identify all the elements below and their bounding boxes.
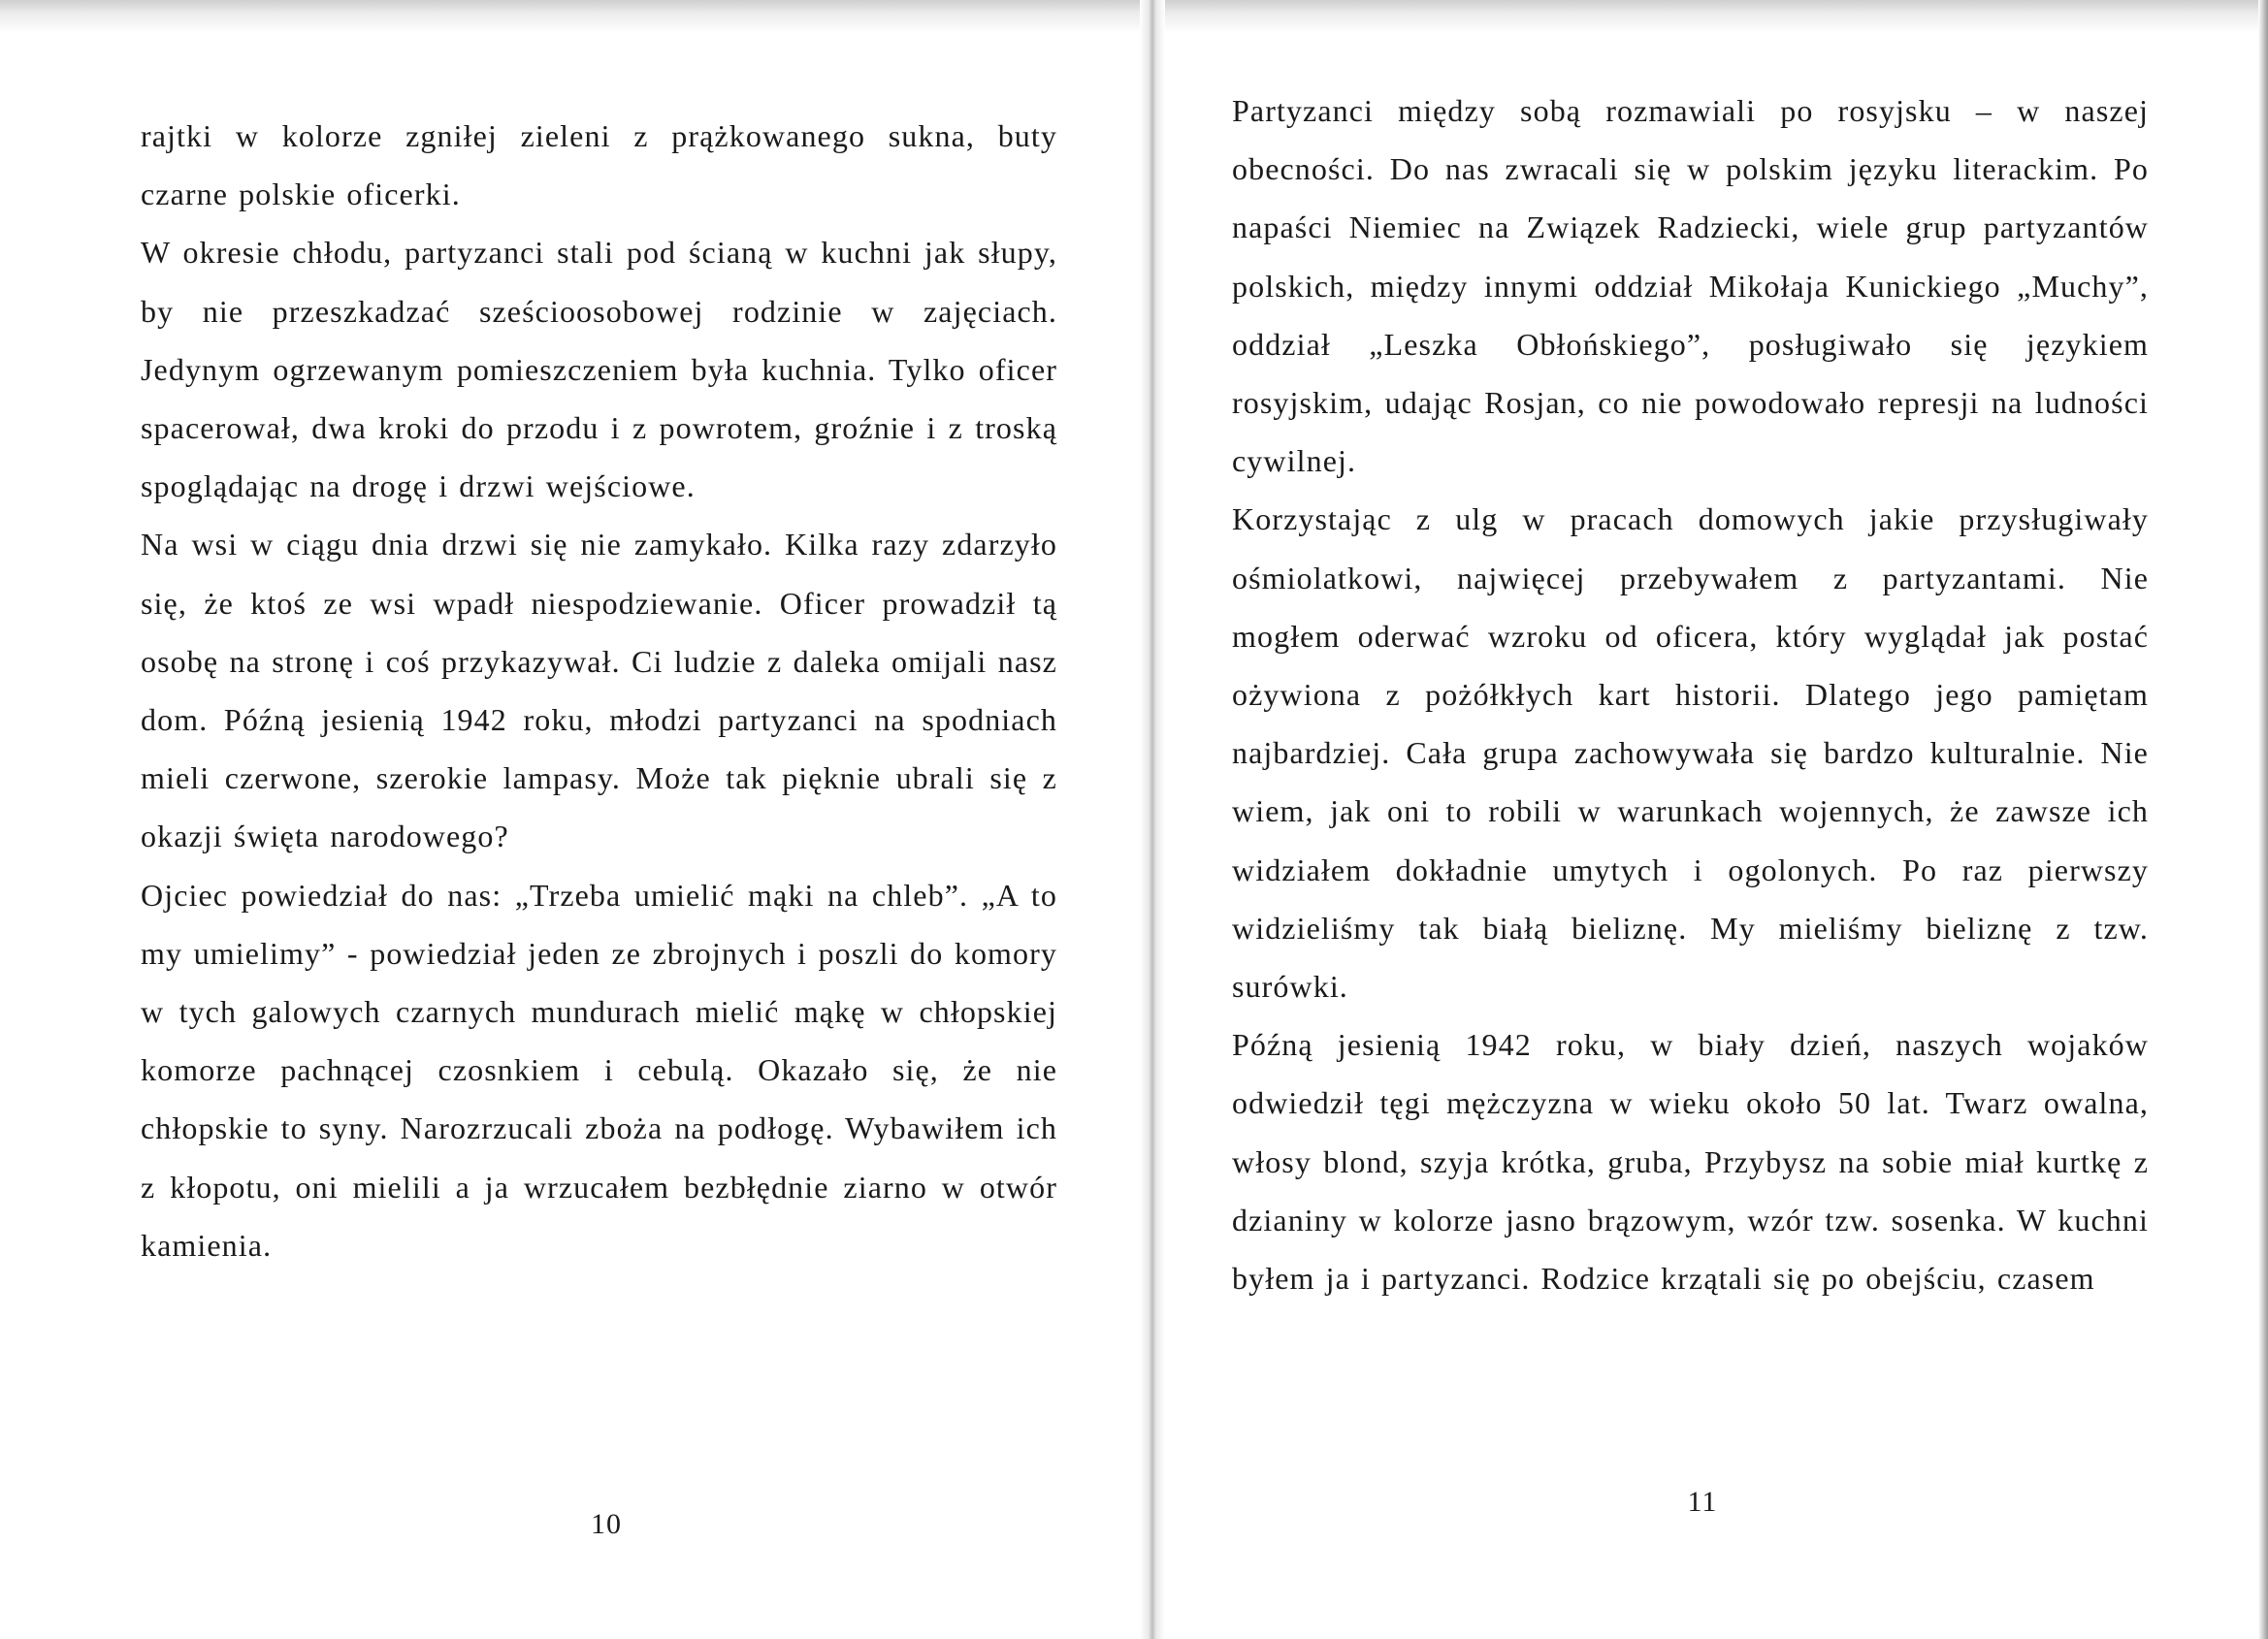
left-paragraph-1: rajtki w kolorze zgniłej zieleni z prążkowanego sukna, buty czarne polskie oficerki. bbox=[141, 118, 1057, 212]
scan-edge-right bbox=[2258, 0, 2268, 1639]
right-paragraph-3: Późną jesienią 1942 roku, w biały dzień, naszych wojaków odwiedził tęgi mężczyzna w wieku około 50 lat. Twarz owalna, włosy blond, szyja krótka, gruba, Przybysz na sobie miał kurtkę z dzianiny w kolorze jasno brązowym, wzór tzw. sosenka. W kuchni byłem ja i partyzanci. Rodzice krzątali się po obejściu, czasem bbox=[1232, 1027, 2149, 1297]
left-page-body bbox=[141, 107, 1057, 1274]
right-page-body bbox=[1232, 81, 2149, 1307]
right-page-number: 11 bbox=[1687, 1486, 1718, 1518]
left-paragraph-2: W okresie chłodu, partyzanci stali pod ścianą w kuchni jak słupy, by nie przeszkadzać sześcioosobowej rodzinie w zajęciach. Jedynym ogrzewanym pomieszczeniem była kuchnia. Tylko oficer spacerował, dwa kroki do przodu i z powrotem, groźnie i z troską spoglądając na drogę i drzwi wejściowe. bbox=[141, 235, 1057, 504]
book-gutter bbox=[1140, 0, 1165, 1639]
left-paragraph-3: Na wsi w ciągu dnia drzwi się nie zamykało. Kilka razy zdarzyło się, że ktoś ze wsi wpadł niespodziewanie. Oficer prowadził tą osobę na stronę i coś przykazywał. Ci ludzie z daleka omijali nasz dom. Późną jesienią 1942 roku, młodzi partyzanci na spodniach mieli czerwone, szerokie lampasy. Może tak pięknie ubrali się z okazji święta narodowego? bbox=[141, 527, 1057, 854]
right-paragraph-2: Korzystając z ulg w pracach domowych jakie przysługiwały ośmiolatkowi, najwięcej przebywałem z partyzantami. Nie mogłem oderwać wzroku od oficera, który wyglądał jak postać ożywiona z pożółkłych kart historii. Dlatego jego pamiętam najbardziej. Cała grupa zachowywała się bardzo kulturalnie. Nie wiem, jak oni to robili w warunkach wojennych, że zawsze ich widziałem dokładnie umytych i ogolonych. Po raz pierwszy widzieliśmy tak białą bieliznę. My mieliśmy bieliznę z tzw. surówki. bbox=[1232, 501, 2149, 1005]
left-paragraph-4: Ojciec powiedział do nas: „Trzeba umielić mąki na chleb”. „A to my umielimy” - powiedział jeden ze zbrojnych i poszli do komory w tych galowych czarnych mundurach mielić mąkę w chłopskiej komorze pachnącej czosnkiem i cebulą. Okazało się, że nie chłopskie to syny. Narozrzucali zboża na podłogę. Wybawiłem ich z kłopotu, oni mielili a ja wrzucałem bezbłędnie ziarno w otwór kamienia. bbox=[141, 877, 1057, 1263]
right-page bbox=[1232, 0, 2149, 1639]
left-page-number: 10 bbox=[591, 1508, 622, 1540]
right-paragraph-1: Partyzanci między sobą rozmawiali po rosyjsku – w naszej obecności. Do nas zwracali się w polskim języku literackim. Po napaści Niemiec na Związek Radziecki, wiele grup partyzantów polskich, między innymi oddział Mikołaja Kunickiego „Muchy”, oddział „Leszka Obłońskiego”, posługiwało się językiem rosyjskim, udając Rosjan, co nie powodowało represji na ludności cywilnej. bbox=[1232, 93, 2149, 479]
left-page bbox=[141, 0, 1057, 1639]
